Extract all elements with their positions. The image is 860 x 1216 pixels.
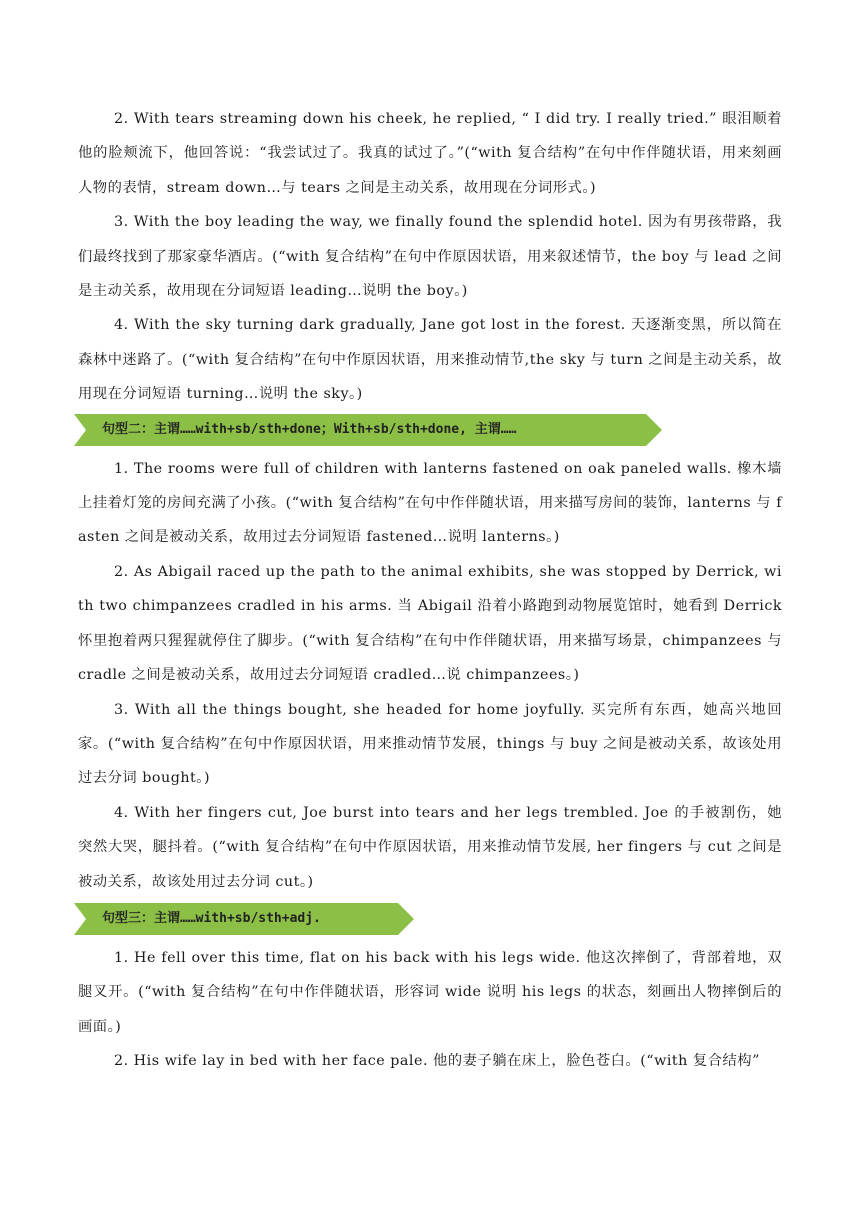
paragraph: 4. With the sky turning dark gradually, Jane got lost in the forest. 天逐渐变黑，所以简在森林中迷路了。(“with 复合结构”在句中作原因状语，用来推动情节,the sky 与 turn 之间是主动关系，故用现在分词短语 turning…说明 the sky。)	[78, 317, 782, 403]
paragraph: 3. With the boy leading the way, we finally found the splendid hotel. 因为有男孩带路，我们最终找到了那家豪华酒店。(“with 复合结构”在句中作原因状语，用来叙述情节，the boy 与 lead 之间是主动关系，故用现在分词短语 leading…说明 the boy。)	[78, 214, 782, 300]
paragraph: 2. His wife lay in bed with her face pale. 他的妻子躺在床上，脸色苍白。(“with 复合结构”	[114, 1053, 760, 1070]
paragraph: 1. The rooms were full of children with lanterns fastened on oak paneled walls. 橡木墙上挂着灯笼的房间充满了小孩。(“with 复合结构”在句中作伴随状语，用来描写房间的装饰，lanterns 与 fasten 之间是被动关系，故用过去分词短语 fastened…说明 lanterns。)	[78, 460, 782, 546]
section-banner-pattern-2	[74, 414, 662, 446]
section-heading: 句型三：主谓……with+sb/sth+adj.	[102, 910, 321, 926]
paragraph: 3. With all the things bought, she headed for home joyfully. 买完所有东西，她高兴地回家。(“with 复合结构”在句中作原因状语，用来推动情节发展，things 与 buy 之间是被动关系，故该处用过去分词 bought。)	[78, 701, 782, 787]
document-page	[78, 102, 782, 1079]
section-banner-pattern-3	[74, 903, 414, 935]
paragraph: 2. As Abigail raced up the path to the animal exhibits, she was stopped by Derrick, with two chimpanzees cradled in his arms. 当 Abigail 沿着小路跑到动物展览馆时，她看到 Derrick 怀里抱着两只猩猩就停住了脚步。(“with 复合结构”在句中作伴随状语，用来描写场景，chimpanzees 与 cradle 之间是被动关系，故用过去分词短语 cradled…说 chimpanzees。)	[78, 563, 782, 684]
paragraph: 4. With her fingers cut, Joe burst into tears and her legs trembled. Joe 的手被割伤，她突然大哭，腿抖着。(“with 复合结构”在句中作原因状语，用来推动情节发展, her fingers 与 cut 之间是被动关系，故该处用过去分词 cut。)	[78, 804, 782, 890]
paragraph: 1. He fell over this time, flat on his back with his legs wide. 他这次摔倒了，背部着地，双腿叉开。(“with 复合结构”在句中作伴随状语，形容词 wide 说明 his legs 的状态，刻画出人物摔倒后的画面。)	[78, 949, 782, 1035]
paragraph: 2. With tears streaming down his cheek, he replied, “ I did try. I really tried.” 眼泪顺着他的脸颊流下，他回答说：“我尝试过了。我真的试过了。”(“with 复合结构”在句中作伴随状语，用来刻画人物的表情，stream down…与 tears 之间是主动关系，故用现在分词形式。)	[78, 111, 782, 196]
section-heading: 句型二：主谓……with+sb/sth+done；With+sb/sth+done, 主谓……	[102, 421, 517, 437]
